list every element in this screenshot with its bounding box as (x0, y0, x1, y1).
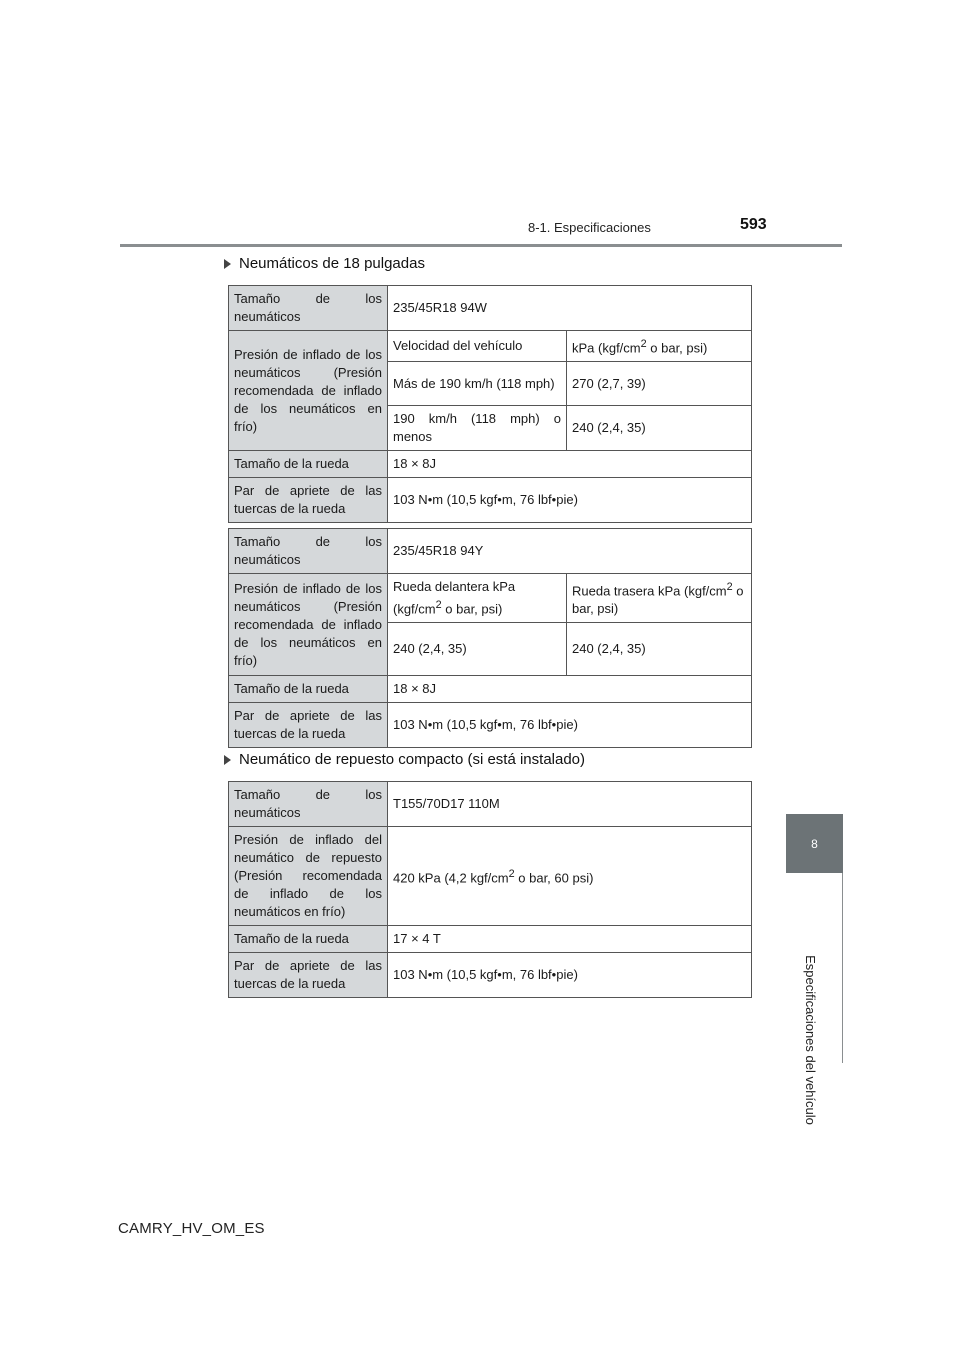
front-pressure-value: 240 (2,4, 35) (388, 623, 567, 676)
rear-pressure-value: 240 (2,4, 35) (567, 623, 752, 676)
bullet-triangle-icon (224, 259, 231, 269)
torque-value: 103 N•m (10,5 kgf•m, 76 lbf•pie) (388, 953, 752, 998)
tire-size-value: 235/45R18 94W (388, 286, 752, 331)
col-header-speed: Velocidad del vehículo (388, 331, 567, 362)
wheel-size-label: Tamaño de la rueda (229, 676, 388, 703)
wheel-size-label: Tamaño de la rueda (229, 451, 388, 478)
wheel-size-value: 18 × 8J (388, 676, 752, 703)
torque-label: Par de apriete de las tuercas de la rueda (229, 953, 388, 998)
chapter-number: 8 (811, 836, 818, 851)
page-number: 593 (740, 216, 767, 233)
tire-size-value: T155/70D17 110M (388, 782, 752, 827)
document-code: CAMRY_HV_OM_ES (118, 1220, 265, 1237)
tire-size-label: Tamaño de los neumáticos (229, 286, 388, 331)
torque-value: 103 N•m (10,5 kgf•m, 76 lbf•pie) (388, 478, 752, 523)
chapter-tab (786, 814, 843, 873)
spare-pressure-label: Presión de inflado del neumático de repuesto (Presión recomendada de inflado de los neumáticos en frío) (229, 827, 388, 926)
pressure-190-or-less: 240 (2,4, 35) (567, 406, 752, 451)
speed-above-190: Más de 190 km/h (118 mph) (388, 362, 567, 406)
tire-size-label: Tamaño de los neumáticos (229, 782, 388, 827)
torque-label: Par de apriete de las tuercas de la rueda (229, 703, 388, 748)
pressure-label: Presión de inflado de los neumáticos (Presión recomendada de inflado de los neumáticos en frío) (229, 574, 388, 676)
side-divider (842, 873, 843, 1063)
col-header-front: Rueda delantera kPa ($kgf/cm^2$ o bar, psi) (388, 574, 567, 623)
tire-size-label: Tamaño de los neumáticos (229, 529, 388, 574)
section-heading-spare (224, 751, 585, 768)
pressure-label: Presión de inflado de los neumáticos (Presión recomendada de inflado de los neumáticos en frío) (229, 331, 388, 451)
torque-value: 103 N•m (10,5 kgf•m, 76 lbf•pie) (388, 703, 752, 748)
torque-label: Par de apriete de las tuercas de la rueda (229, 478, 388, 523)
section-heading-text: Neumático de repuesto compacto (si está instalado) (239, 751, 586, 768)
tire-spec-table-y (228, 528, 752, 748)
col-header-kpa: kPa ($kgf/cm^2$ o bar, psi) (567, 331, 752, 362)
spare-tire-spec-table (228, 781, 752, 998)
tire-spec-table-w (228, 285, 752, 523)
bullet-triangle-icon (224, 755, 231, 765)
wheel-size-value: 17 × 4 T (388, 926, 752, 953)
tire-size-value: 235/45R18 94Y (388, 529, 752, 574)
speed-190-or-less: 190 km/h (118 mph) o menos (388, 406, 567, 451)
section-title: 8-1. Especificaciones (528, 220, 651, 235)
wheel-size-label: Tamaño de la rueda (229, 926, 388, 953)
pressure-above-190: 270 (2,7, 39) (567, 362, 752, 406)
wheel-size-value: 18 × 8J (388, 451, 752, 478)
col-header-rear: Rueda trasera kPa ($kgf/cm^2$ o bar, psi) (567, 574, 752, 623)
spare-pressure-value: 420 kPa (4,2 kgf/$cm^2$ o bar, 60 psi) (388, 827, 752, 926)
section-heading-18-inch (224, 255, 425, 272)
section-heading-text: Neumáticos de 18 pulgadas (239, 255, 425, 272)
header-divider (120, 244, 842, 247)
chapter-label: Especificaciones del vehículo (803, 955, 818, 1125)
